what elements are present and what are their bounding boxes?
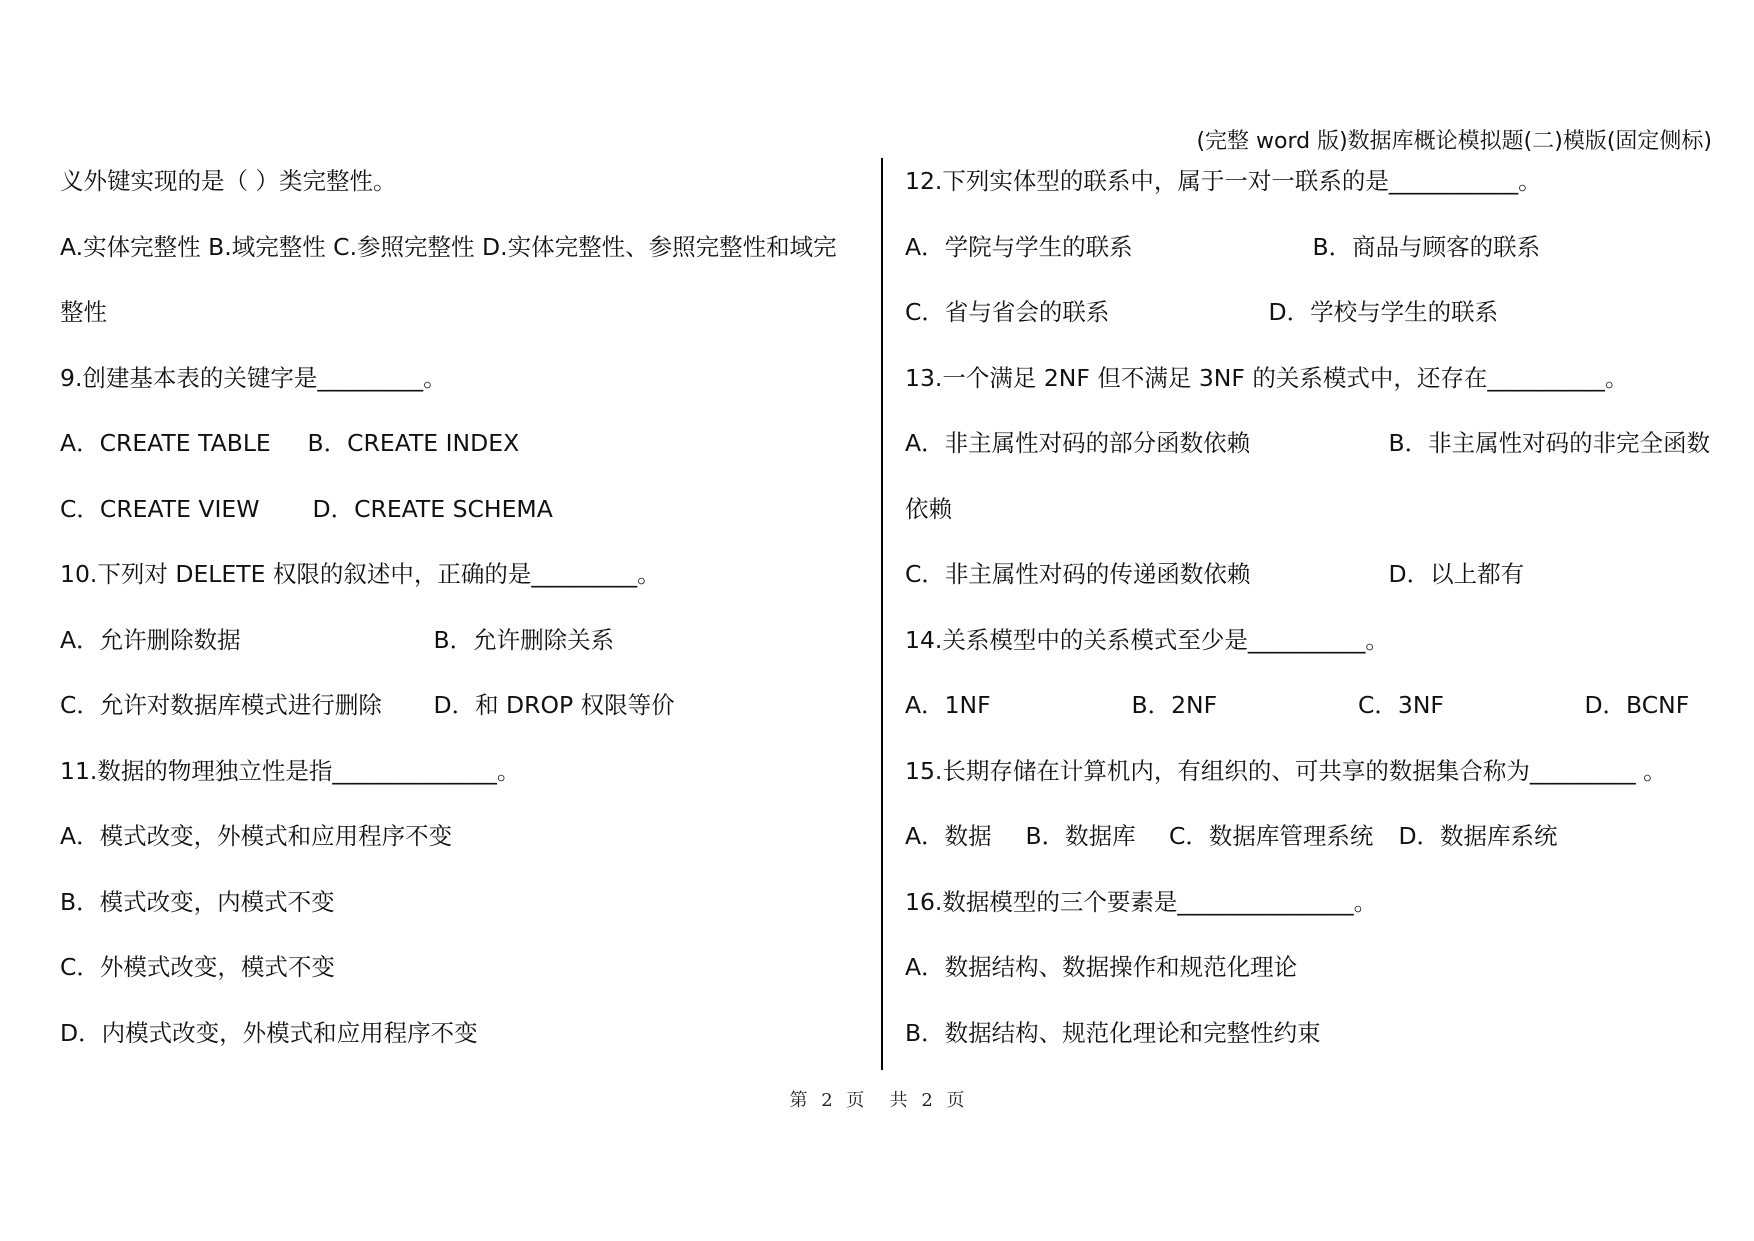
text-segment: 义外键实现的是（ ）类完整性。 xyxy=(60,167,397,195)
option-d: D．BCNF xyxy=(1584,691,1690,719)
option-a: A．1NF xyxy=(905,691,991,719)
option-line xyxy=(905,424,1717,490)
option-line xyxy=(905,228,1717,294)
page-footer xyxy=(0,1086,1754,1112)
option-d: D．以上都有 xyxy=(1388,560,1525,588)
text-line xyxy=(905,490,1717,556)
option-a: A．模式改变，外模式和应用程序不变 xyxy=(60,822,453,850)
option-d: D．和 DROP 权限等价 xyxy=(433,691,675,719)
option-c: C．省与省会的联系 xyxy=(905,298,1110,326)
question-9 xyxy=(60,359,870,425)
option-line xyxy=(60,948,870,1014)
total-unit: 页 xyxy=(946,1090,965,1111)
option-a: A．数据 xyxy=(905,822,992,850)
page-unit: 页 xyxy=(846,1090,865,1111)
left-column xyxy=(60,162,870,1079)
question-12 xyxy=(905,162,1717,228)
option-line xyxy=(60,883,870,949)
question-16 xyxy=(905,883,1717,949)
question-14 xyxy=(905,621,1717,687)
text-line xyxy=(60,228,870,294)
question-13 xyxy=(905,359,1717,425)
option-b: B．CREATE INDEX xyxy=(307,429,520,457)
option-line xyxy=(60,621,870,687)
document-header: (完整 word 版)数据库概论模拟题(二)模版(固定侧标) xyxy=(1196,129,1712,154)
question-text: 10.下列对 DELETE 权限的叙述中，正确的是_________。 xyxy=(60,560,661,588)
option-a: A．数据结构、数据操作和规范化理论 xyxy=(905,953,1298,981)
option-a: A．学院与学生的联系 xyxy=(905,232,1133,261)
option-line xyxy=(60,817,870,883)
option-line xyxy=(905,948,1717,1014)
page-label: 第 xyxy=(789,1090,808,1111)
question-text: 15.长期存储在计算机内，有组织的、可共享的数据集合称为_________ 。 xyxy=(905,756,1667,785)
question-text: 9.创建基本表的关键字是_________。 xyxy=(60,363,447,392)
question-text: 13.一个满足 2NF 但不满足 3NF 的关系模式中，还存在__________。 xyxy=(905,363,1629,392)
option-b-continued: 依赖 xyxy=(905,494,952,523)
question-15 xyxy=(905,752,1717,818)
option-b: B．商品与顾客的联系 xyxy=(1312,232,1541,261)
option-c: C．外模式改变，模式不变 xyxy=(60,953,335,981)
right-column xyxy=(905,162,1717,1079)
option-b: B．模式改变，内模式不变 xyxy=(60,887,335,916)
column-divider xyxy=(881,158,883,1070)
option-line xyxy=(905,686,1717,752)
option-c: C．数据库管理系统 xyxy=(1168,822,1374,850)
option-d: D．学校与学生的联系 xyxy=(1268,298,1499,326)
option-c: C．非主属性对码的传递函数依赖 xyxy=(905,560,1251,588)
option-a: A．允许删除数据 xyxy=(60,625,241,654)
option-a: A．CREATE TABLE xyxy=(60,429,271,457)
option-c: C．CREATE VIEW xyxy=(60,494,260,523)
option-c: C．允许对数据库模式进行删除 xyxy=(60,691,382,719)
option-line xyxy=(60,424,870,490)
question-text: 16.数据模型的三个要素是_______________。 xyxy=(905,887,1378,916)
option-line xyxy=(905,1014,1717,1080)
option-line xyxy=(60,1014,870,1080)
option-b: B．非主属性对码的非完全函数 xyxy=(1388,429,1711,457)
question-text: 11.数据的物理独立性是指______________。 xyxy=(60,756,521,785)
option-line xyxy=(60,490,870,556)
text-line xyxy=(60,162,870,228)
question-11 xyxy=(60,752,870,818)
option-line xyxy=(905,293,1717,359)
option-d: D．数据库系统 xyxy=(1398,822,1558,850)
question-text: 14.关系模型中的关系模式至少是__________。 xyxy=(905,625,1389,654)
option-b: B．数据结构、规范化理论和完整性约束 xyxy=(905,1018,1321,1047)
option-b: B．2NF xyxy=(1131,691,1218,719)
question-text: 12.下列实体型的联系中，属于一对一联系的是___________。 xyxy=(905,167,1542,195)
text-line xyxy=(60,293,870,359)
option-line xyxy=(60,686,870,752)
text-segment: 整性 xyxy=(60,298,107,326)
option-d: D．内模式改变，外模式和应用程序不变 xyxy=(60,1018,478,1047)
option-a: A．非主属性对码的部分函数依赖 xyxy=(905,429,1251,457)
question-10 xyxy=(60,555,870,621)
option-d: D．CREATE SCHEMA xyxy=(312,494,553,523)
option-line xyxy=(905,817,1717,883)
option-b: B．数据库 xyxy=(1025,822,1136,850)
text-segment: A.实体完整性 B.域完整性 C.参照完整性 D.实体完整性、参照完整性和域完 xyxy=(60,232,837,261)
option-b: B．允许删除关系 xyxy=(433,625,615,654)
option-line xyxy=(905,555,1717,621)
page-total: 2 xyxy=(921,1090,933,1111)
option-c: C．3NF xyxy=(1357,691,1444,719)
total-label: 共 xyxy=(889,1090,908,1111)
page-number: 2 xyxy=(821,1090,833,1111)
